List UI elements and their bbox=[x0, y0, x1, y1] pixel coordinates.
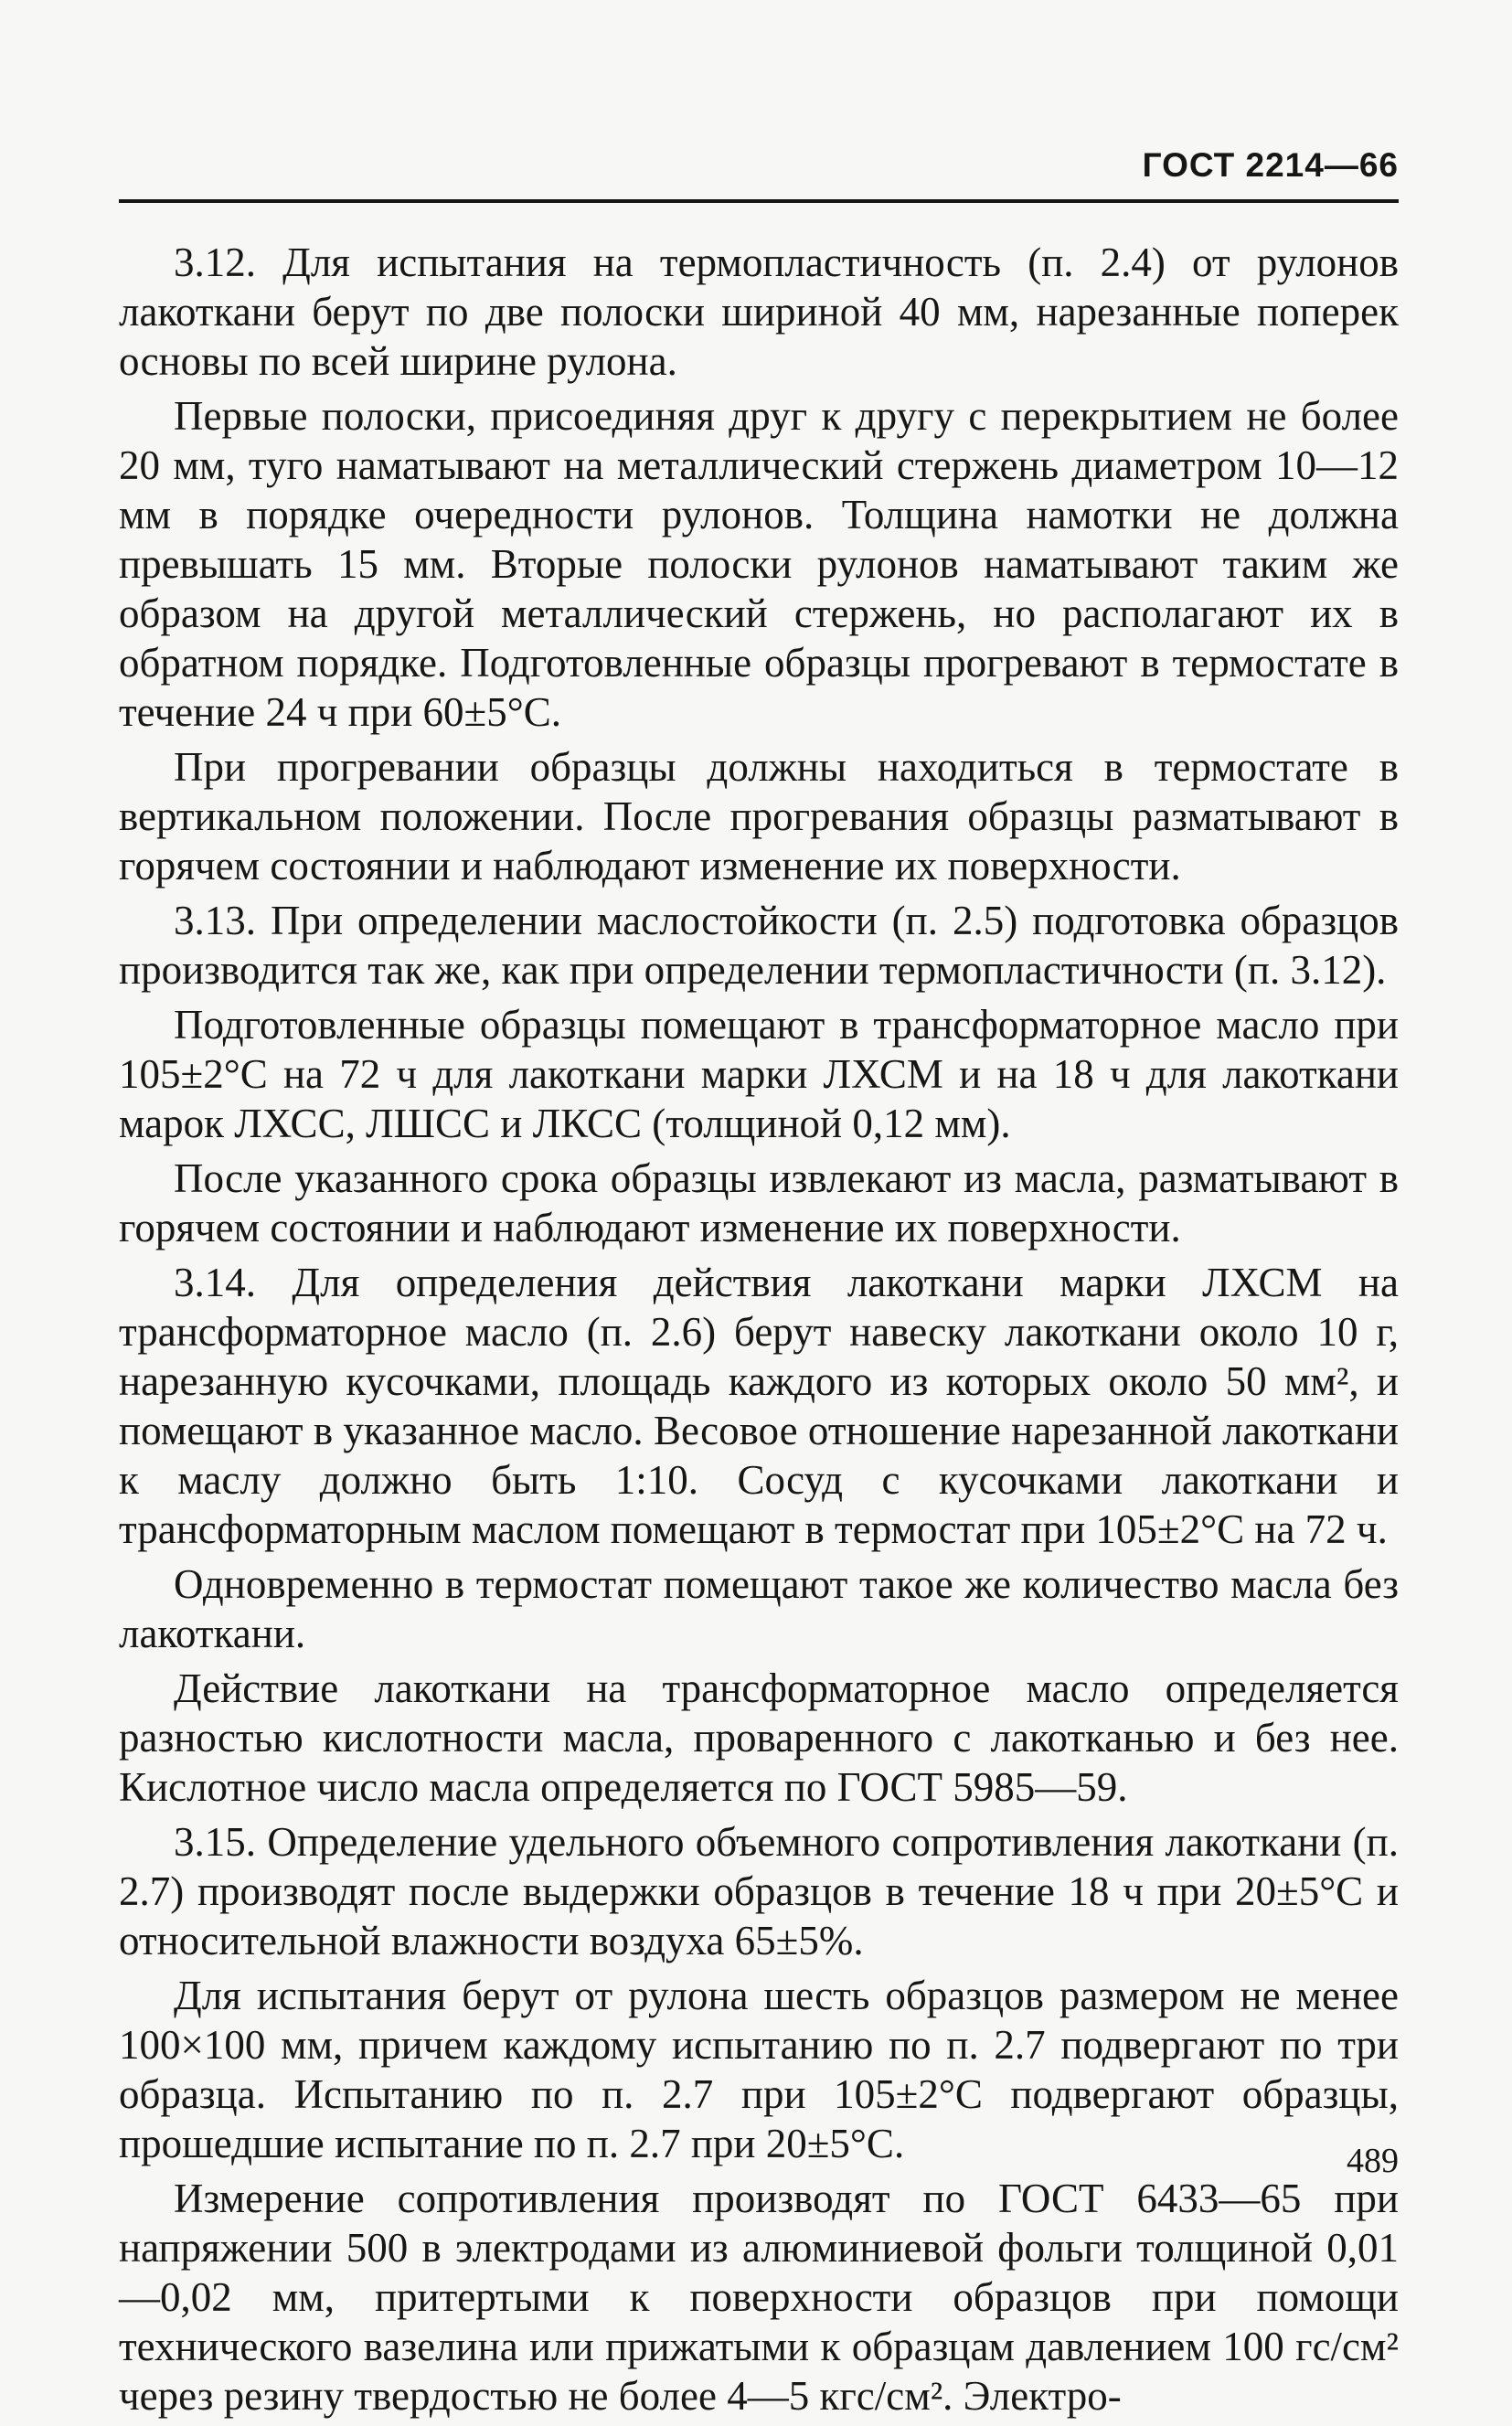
paragraph: Подготовленные образцы помещают в трансформаторное масло при 105±2°С на 72 ч для лакоткани марки ЛХСМ и на 18 ч для лакоткани марок ЛХСС, ЛШСС и ЛКСС (толщиной 0,12 мм). bbox=[119, 1002, 1399, 1146]
paragraph-3-14: 3.14. Для определения действия лакоткани марки ЛХСМ на трансформаторное масло (п. 2.6) берут навеску лакоткани около 10 г, нарезанную кусочками, площадь каждого из которых около 50 мм², и помещают в указанное масло. Весовое отношение нарезанной лакоткани к маслу должно быть 1:10. Сосуд с кусочками лакоткани и трансформаторным маслом помещают в термостат при 105±2°С на 72 ч. bbox=[119, 1260, 1399, 1552]
paragraph-3-12: 3.12. Для испытания на термопластичность (п. 2.4) от рулонов лакоткани берут по две полоски шириной 40 мм, нарезанные поперек основы по всей ширине рулона. bbox=[119, 239, 1399, 384]
paragraph: При прогревании образцы должны находиться в термостате в вертикальном положении. После прогревания образцы разматывают в горячем состоянии и наблюдают изменение их поверхности. bbox=[119, 744, 1399, 888]
paragraph-3-13: 3.13. При определении маслостойкости (п. 2.5) подготовка образцов производится так же, как при определении термопластичности (п. 3.12). bbox=[119, 898, 1399, 993]
paragraph: Первые полоски, присоединяя друг к другу с перекрытием не более 20 мм, туго наматывают на металлический стержень диаметром 10—12 мм в порядке очередности рулонов. Толщина намотки не должна превышать 15 мм. Вторые полоски рулонов наматывают таким же образом на другой металлический стержень, но располагают их в обратном порядке. Подготовленные образцы прогревают в термостате в течение 24 ч при 60±5°С. bbox=[119, 393, 1399, 735]
page-header-standard: ГОСТ 2214—66 bbox=[1142, 146, 1399, 184]
paragraph: Одновременно в термостат помещают такое же количество масла без лакоткани. bbox=[119, 1561, 1399, 1656]
paragraph: Действие лакоткани на трансформаторное масло определяется разностью кислотности масла, проваренного с лакотканью и без нее. Кислотное число масла определяется по ГОСТ 5985—59. bbox=[119, 1665, 1399, 1810]
page-number: 489 bbox=[1347, 2142, 1399, 2180]
paragraph: После указанного срока образцы извлекают из масла, разматывают в горячем состоянии и наблюдают изменение их поверхности. bbox=[119, 1155, 1399, 1250]
paragraph: Измерение сопротивления производят по ГОСТ 6433—65 при напряжении 500 в электродами из алюминиевой фольги толщиной 0,01—0,02 мм, притертыми к поверхности образцов при помощи технического вазелина или прижатыми к образцам давлением 100 гс/см² через резину твердостью не более 4—5 кгс/см². Электро- bbox=[119, 2176, 1399, 2419]
paragraph-3-15: 3.15. Определение удельного объемного сопротивления лакоткани (п. 2.7) производят после выдержки образцов в течение 18 ч при 20±5°С и относительной влажности воздуха 65±5%. bbox=[119, 1819, 1399, 1963]
header-divider bbox=[119, 199, 1399, 203]
paragraph: Для испытания берут от рулона шесть образцов размером не менее 100×100 мм, причем каждому испытанию по п. 2.7 подвергают по три образца. Испытанию по п. 2.7 при 105±2°С подвергают образцы, прошедшие испытание по п. 2.7 при 20±5°С. bbox=[119, 1973, 1399, 2166]
document-body bbox=[119, 238, 1399, 2426]
